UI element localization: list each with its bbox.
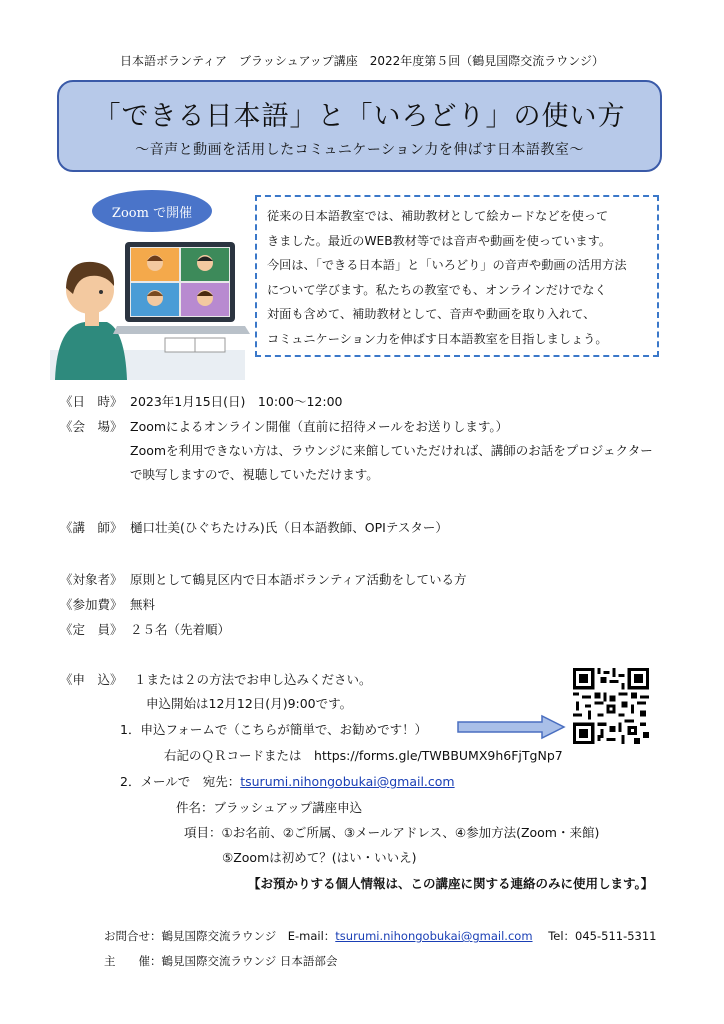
- header-line: 日本語ボランティア ブラッシュアップ講座 2022年度第５回（鶴見国際交流ラウンジ）: [120, 54, 604, 68]
- venue-line: Zoomを利用できない方は、ラウンジに来館していただければ、講師のお話をプロジェクター: [130, 443, 653, 458]
- email-subject: 件名：ブラッシュアップ講座申込: [176, 800, 363, 815]
- form-url-line: [164, 746, 563, 764]
- footer-contact-prefix: お問合せ：鶴見国際交流ラウンジ E-mail：: [104, 929, 336, 943]
- footer-host: 主 催：鶴見国際交流ラウンジ 日本語部会: [104, 954, 338, 968]
- date-label: 《日 時》: [60, 394, 123, 409]
- form-url-prefix: 右記のＱＲコードまたは: [164, 748, 315, 763]
- intro-line: 従来の日本語教室では、補助教材として絵カードなどを使って: [267, 209, 609, 223]
- intro-line: 対面も含めて、補助教材として、音声や動画を取り入れて、: [267, 307, 596, 321]
- capacity-value: ２５名（先着順）: [130, 622, 231, 637]
- capacity-label: 《定 員》: [60, 622, 123, 637]
- arrow-right-icon: [456, 714, 568, 740]
- intro-box: [255, 195, 659, 357]
- target-label: 《対象者》: [60, 572, 123, 587]
- fee-value: 無料: [130, 597, 156, 612]
- video-call-illustration-icon: [45, 230, 255, 380]
- page-title: 「できる日本語」と「いろどり」の使い方: [93, 101, 626, 132]
- fee-label: 《参加費》: [60, 597, 123, 612]
- footer-contact: [104, 928, 657, 944]
- venue-line: で映写しますので、視聴していただけます。: [130, 467, 379, 482]
- footer-tel: Tel：045-511-5311: [548, 929, 657, 943]
- venue-label: 《会 場》: [60, 419, 123, 434]
- zoom-badge: Zoom で開催: [92, 190, 212, 232]
- venue-line: Zoomによるオンライン開催（直前に招待メールをお送りします。）: [130, 419, 509, 434]
- form-url-link[interactable]: https://forms.gle/TWBBUMX9h6FjTgNp7: [314, 748, 563, 763]
- intro-line: きました。最近のWEB教材等では音声や動画を使っています。: [267, 233, 612, 248]
- apply-line: １または２の方法でお申し込みください。: [134, 672, 372, 687]
- apply-start: 申込開始は12月12日(月)9:00です。: [146, 696, 353, 711]
- apply-option-form: 1．申込フォームで（こちらが簡単で、お勧めです！）: [120, 722, 428, 737]
- email-items: ⑤Zoomは初めて？(はい・いいえ): [222, 850, 417, 865]
- apply-label: 《申 込》: [60, 672, 123, 687]
- qr-code-icon[interactable]: [573, 668, 649, 744]
- privacy-note: 【お預かりする個人情報は、この講座に関する連絡のみに使用します。】: [248, 876, 654, 891]
- target-value: 原則として鶴見区内で日本語ボランティア活動をしている方: [130, 572, 467, 587]
- date-value: 2023年1月15日(日) 10:00～12:00: [130, 394, 343, 409]
- email-link[interactable]: tsurumi.nihongobukai@gmail.com: [240, 774, 455, 789]
- intro-line: 今回は、「できる日本語」と「いろどり」の音声や動画の活用方法: [267, 258, 627, 272]
- email-items: 項目：①お名前、②ご所属、③メールアドレス、④参加方法(Zoom・来館): [184, 825, 600, 840]
- lecturer-value: 樋口壮美(ひぐちたけみ)氏（日本語教師、OPIテスター）: [130, 520, 448, 535]
- footer-email-link[interactable]: tsurumi.nihongobukai@gmail.com: [335, 929, 533, 943]
- intro-line: について学びます。私たちの教室でも、オンラインだけでなく: [267, 282, 607, 297]
- title-box: [57, 80, 662, 172]
- intro-line: コミュニケーション力を伸ばす日本語教室を目指しましょう。: [267, 331, 608, 346]
- lecturer-label: 《講 師》: [60, 520, 123, 535]
- email-prefix: 2．メールで 宛先：: [120, 774, 241, 789]
- apply-option-email: [120, 772, 455, 790]
- page-subtitle: ～音声と動画を活用したコミュニケーション力を伸ばす日本語教室～: [135, 142, 584, 158]
